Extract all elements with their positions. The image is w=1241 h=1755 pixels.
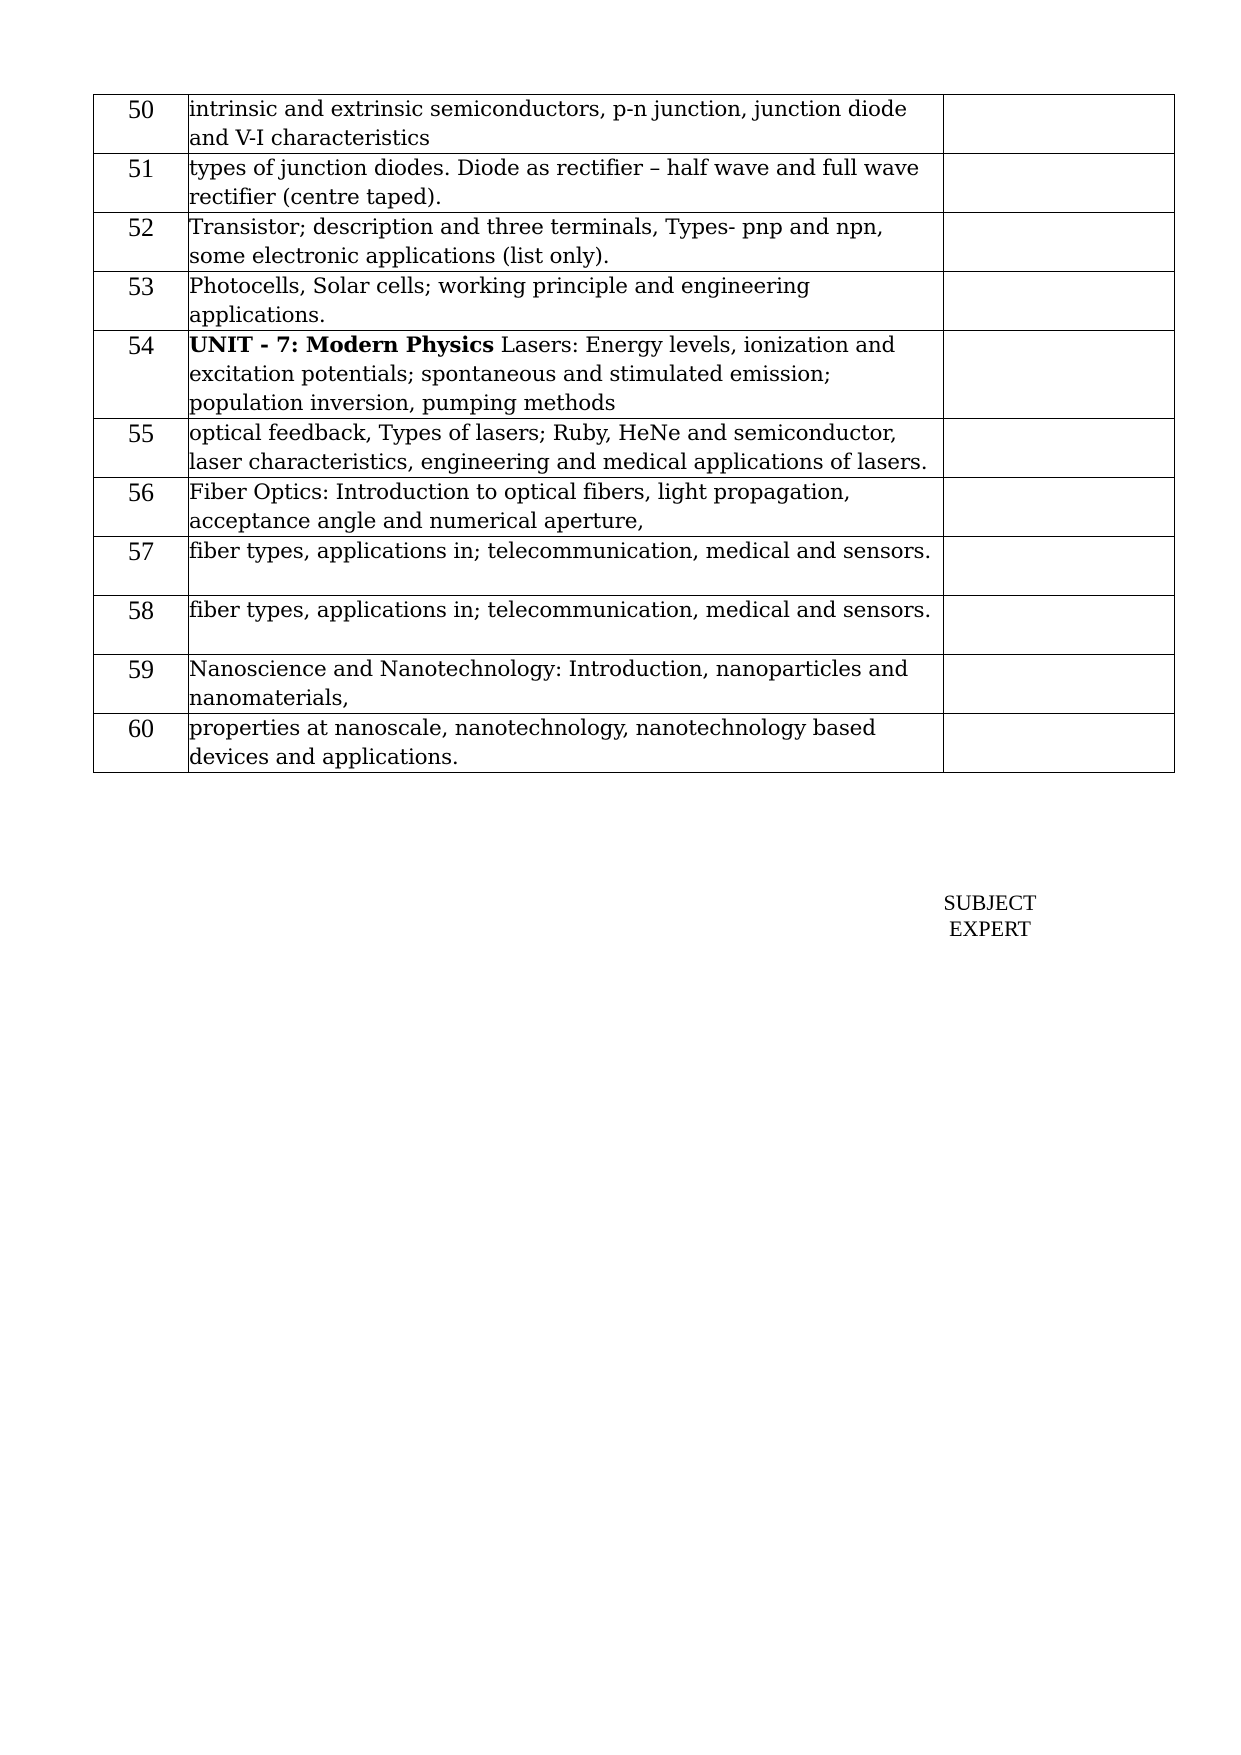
topic-cell <box>189 655 944 714</box>
topic-cell <box>189 272 944 331</box>
remarks-cell <box>944 478 1175 537</box>
lecture-number: 60 <box>94 714 189 773</box>
remarks-cell <box>944 272 1175 331</box>
syllabus-table <box>93 94 1175 773</box>
lecture-number: 53 <box>94 272 189 331</box>
remarks-cell <box>944 537 1175 596</box>
remarks-cell <box>944 419 1175 478</box>
unit-heading: UNIT - 7: Modern Physics <box>189 333 494 358</box>
table-row <box>94 154 1175 213</box>
remarks-cell <box>944 714 1175 773</box>
lecture-number: 58 <box>94 596 189 655</box>
topic-cell <box>189 331 944 419</box>
lecture-number: 50 <box>94 95 189 154</box>
table-row <box>94 478 1175 537</box>
remarks-cell <box>944 154 1175 213</box>
lecture-number: 51 <box>94 154 189 213</box>
table-row <box>94 655 1175 714</box>
remarks-cell <box>944 655 1175 714</box>
topic-cell <box>189 596 944 655</box>
topic-text: optical feedback, Types of lasers; Ruby, HeNe and semiconductor, laser characteristics, engineering and medical applications of lasers. <box>189 421 928 475</box>
lecture-number: 57 <box>94 537 189 596</box>
signature-line-subject: SUBJECT <box>943 890 1037 915</box>
topic-text: Nanoscience and Nanotechnology: Introduction, nanoparticles and nanomaterials, <box>189 657 909 711</box>
lecture-number: 55 <box>94 419 189 478</box>
remarks-cell <box>944 331 1175 419</box>
table-row <box>94 419 1175 478</box>
topic-text: Photocells, Solar cells; working principle and engineering applications. <box>189 274 810 328</box>
topic-text: intrinsic and extrinsic semiconductors, p-n junction, junction diode and V-I characteristics <box>189 97 907 151</box>
remarks-cell <box>944 213 1175 272</box>
topic-cell <box>189 213 944 272</box>
lecture-number: 52 <box>94 213 189 272</box>
table-row <box>94 272 1175 331</box>
lecture-number: 54 <box>94 331 189 419</box>
table-row <box>94 213 1175 272</box>
table-row <box>94 537 1175 596</box>
topic-cell <box>189 537 944 596</box>
signature-line-expert: EXPERT <box>949 916 1031 941</box>
topic-text: fiber types, applications in; telecommunication, medical and sensors. <box>189 539 931 564</box>
signature-block <box>920 890 1060 942</box>
topic-text: fiber types, applications in; telecommunication, medical and sensors. <box>189 598 931 623</box>
table-row <box>94 95 1175 154</box>
table-row <box>94 331 1175 419</box>
table-row <box>94 596 1175 655</box>
remarks-cell <box>944 95 1175 154</box>
topic-text: Transistor; description and three terminals, Types- pnp and npn, some electronic applications (list only). <box>189 215 884 269</box>
topic-cell <box>189 419 944 478</box>
topic-cell <box>189 95 944 154</box>
lecture-number: 56 <box>94 478 189 537</box>
table-row <box>94 714 1175 773</box>
lecture-number: 59 <box>94 655 189 714</box>
topic-cell <box>189 478 944 537</box>
topic-text: Lasers: Energy levels, ionization and excitation potentials; spontaneous and stimulated emission; population inversion, pumping methods <box>189 333 896 416</box>
topic-text: types of junction diodes. Diode as rectifier – half wave and full wave rectifier (centre taped). <box>189 156 920 210</box>
topic-text: Fiber Optics: Introduction to optical fibers, light propagation, acceptance angle and numerical aperture, <box>189 480 851 534</box>
topic-cell <box>189 714 944 773</box>
topic-text: properties at nanoscale, nanotechnology, nanotechnology based devices and applications. <box>189 716 876 770</box>
topic-cell <box>189 154 944 213</box>
remarks-cell <box>944 596 1175 655</box>
